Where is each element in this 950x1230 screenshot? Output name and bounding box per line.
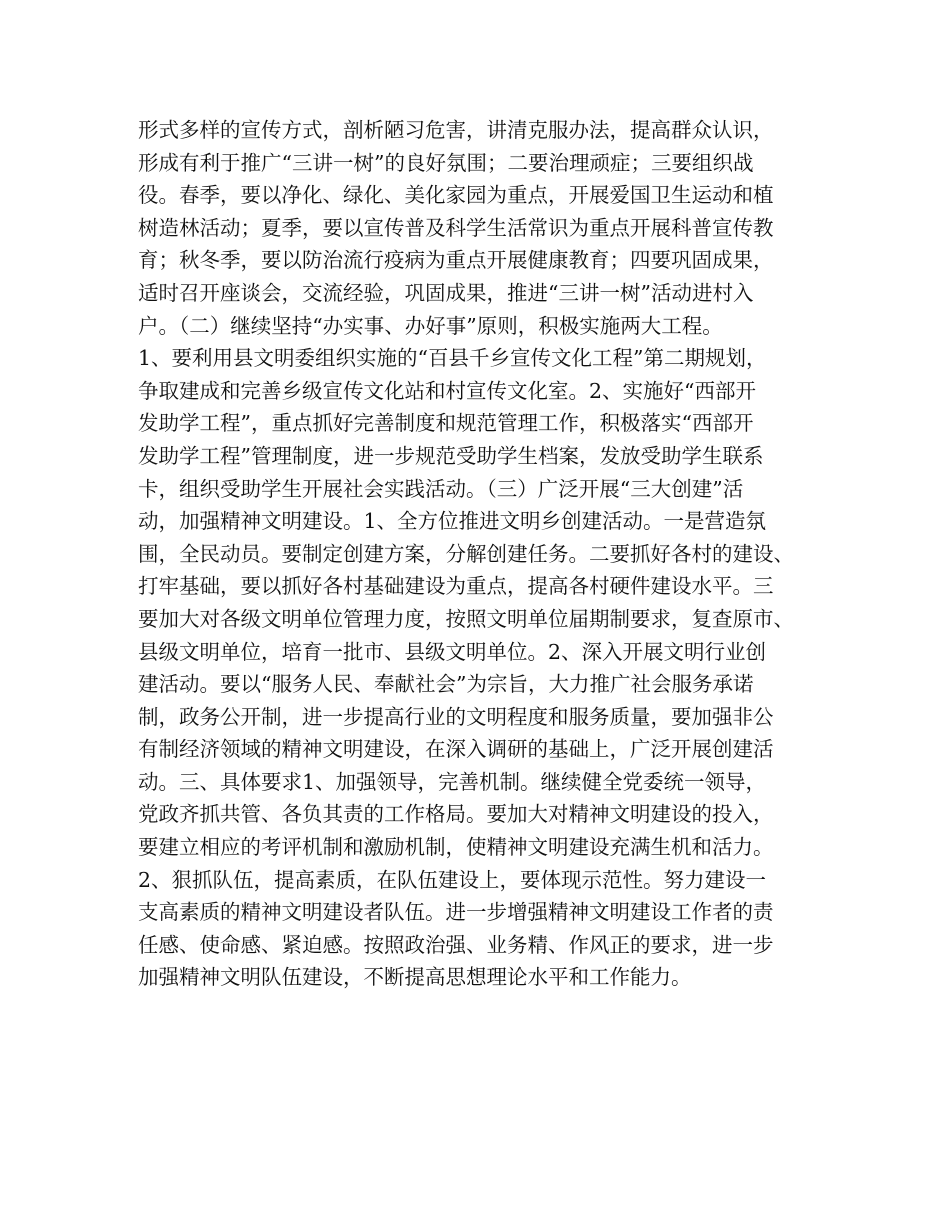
text-line: 围，全民动员。要制定创建方案，分解创建任务。二要抓好各村的建设、 [138, 541, 794, 566]
text-line: 争取建成和完善乡级宣传文化站和村宣传文化室。2、实施好“西部开 [138, 378, 757, 403]
text-line: 育；秋冬季，要以防治流行疫病为重点开展健康教育；四要巩固成果， [138, 248, 774, 273]
text-line: 户。（二）继续坚持“办实事、办好事”原则，积极实施两大工程。 [138, 313, 723, 338]
text-line: 党政齐抓共管、各负其责的工作格局。要加大对精神文明建设的投入， [138, 802, 774, 827]
text-line: 动，加强精神文明建设。1、全方位推进文明乡创建活动。一是营造氛 [138, 509, 767, 534]
text-line: 2、狠抓队伍，提高素质，在队伍建设上，要体现示范性。努力建设一 [138, 867, 767, 892]
text-line: 树造林活动；夏季，要以宣传普及科学生活常识为重点开展科普宣传教 [138, 215, 774, 240]
text-line: 形式多样的宣传方式，剖析陋习危害，讲清克服办法，提高群众认识， [138, 118, 774, 142]
text-line: 1、要利用县文明委组织实施的“百县千乡宣传文化工程”第二期规划， [138, 346, 767, 371]
text-line: 县级文明单位，培育一批市、县级文明单位。2、深入开展文明行业创 [138, 639, 767, 664]
text-line: 要加大对各级文明单位管理力度，按照文明单位届期制要求，复查原市、 [138, 606, 794, 631]
text-line: 制，政务公开制，进一步提高行业的文明程度和服务质量，要加强非公 [138, 704, 774, 729]
text-line: 动。三、具体要求1、加强领导，完善机制。继续健全党委统一领导， [138, 769, 767, 794]
text-line: 适时召开座谈会，交流经验，巩固成果，推进“三讲一树”活动进村入 [138, 280, 754, 305]
text-line: 役。春季，要以净化、绿化、美化家园为重点，开展爱国卫生运动和植 [138, 183, 774, 208]
text-line: 任感、使命感、紧迫感。按照政治强、业务精、作风正的要求，进一步 [138, 932, 774, 957]
text-line: 有制经济领域的精神文明建设，在深入调研的基础上，广泛开展创建活 [138, 737, 774, 762]
body-paragraph [138, 114, 838, 994]
text-line: 打牢基础，要以抓好各村基础建设为重点，提高各村硬件建设水平。三 [138, 574, 774, 599]
text-line: 支高素质的精神文明建设者队伍。进一步增强精神文明建设工作者的责 [138, 900, 774, 925]
text-line: 发助学工程”管理制度，进一步规范受助学生档案，发放受助学生联系 [138, 443, 764, 468]
text-line: 发助学工程”，重点抓好完善制度和规范管理工作，积极落实“西部开 [138, 411, 754, 436]
text-line: 卡，组织受助学生开展社会实践活动。（三）广泛开展“三大创建”活 [138, 476, 744, 501]
text-line: 建活动。要以“服务人民、奉献社会”为宗旨，大力推广社会服务承诺 [138, 672, 754, 697]
text-line: 要建立相应的考评机制和激励机制，使精神文明建设充满生机和活力。 [138, 835, 774, 860]
text-line: 形成有利于推广“三讲一树”的良好氛围；二要治理顽症；三要组织战 [138, 150, 754, 175]
text-line: 加强精神文明队伍建设，不断提高思想理论水平和工作能力。 [138, 965, 692, 990]
